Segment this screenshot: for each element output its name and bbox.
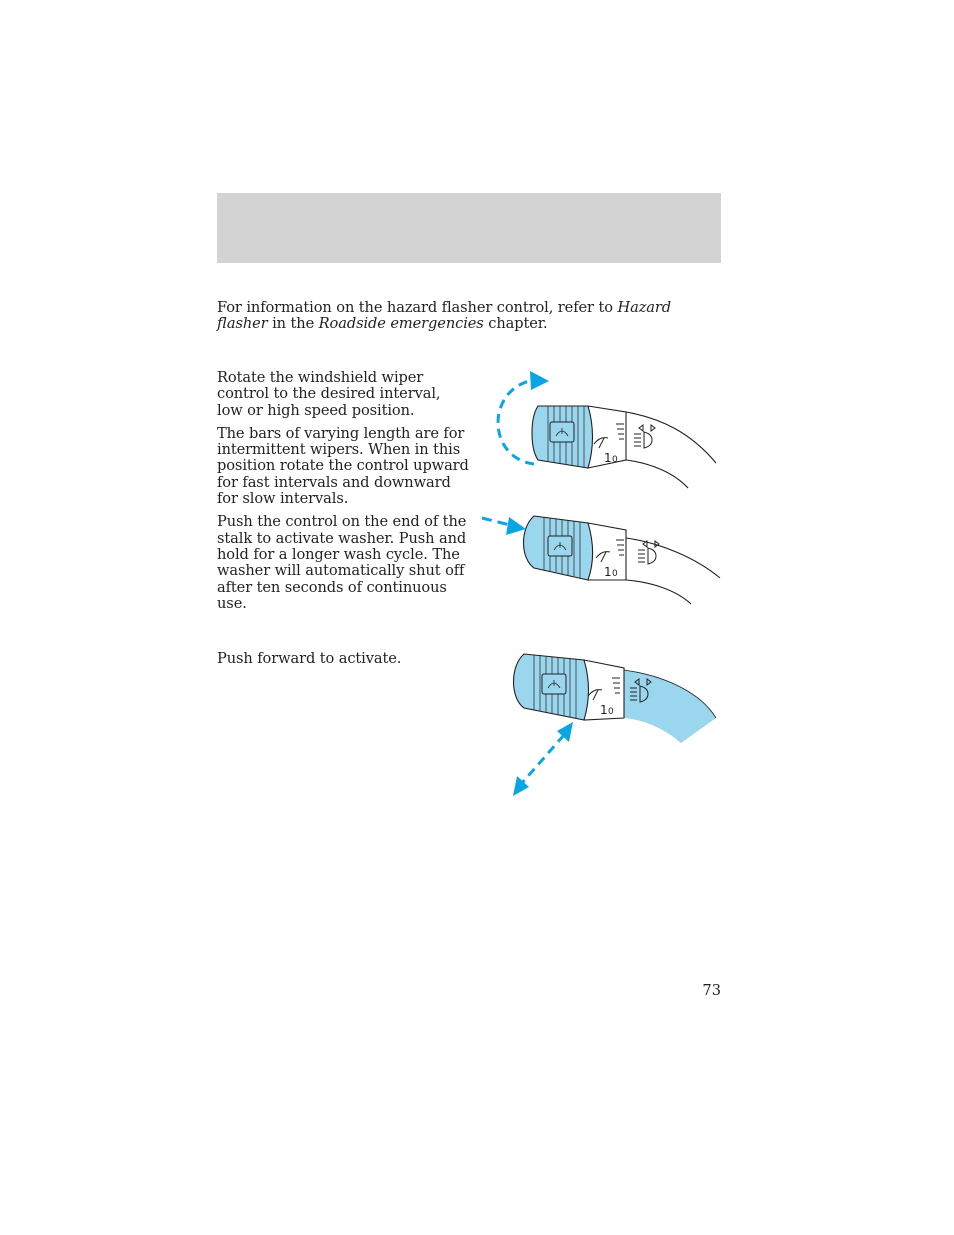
- back-arrowhead: [513, 776, 529, 796]
- turn-signal-arrows-icon: [643, 541, 659, 547]
- stalk-arm-shaded: [624, 670, 716, 743]
- off-position-label: 0: [612, 569, 618, 579]
- washer-push-illustration: [476, 508, 726, 638]
- push-arrowhead: [506, 517, 526, 535]
- turn-signal-arrows-icon: [639, 425, 655, 431]
- page-number: 73: [702, 982, 721, 999]
- off-position-label: 0: [608, 707, 614, 717]
- stalk-arm-bottom-edge: [626, 460, 688, 488]
- low-speed-label: 1: [604, 451, 612, 465]
- section-header-band: [217, 193, 721, 263]
- stalk-arm-bottom-edge: [626, 580, 691, 604]
- wiper-interval-paragraph: The bars of varying length are for intermittent wipers. When in this position rotate the control upward for fast intervals and downward for slow intervals.: [217, 424, 469, 508]
- wiper-rotate-paragraph: Rotate the windshield wiper control to the desired interval, low or high speed position.: [217, 369, 441, 419]
- headlamp-symbol-icon: [638, 548, 656, 564]
- roadside-emergencies-link: Roadside emergencies: [318, 315, 484, 333]
- rotate-direction-arrow: [498, 380, 534, 464]
- forward-back-arrow-shaft: [522, 735, 564, 783]
- headlamp-symbol-icon: [634, 432, 652, 448]
- wiper-instructions: [217, 370, 469, 619]
- low-speed-label: 1: [600, 703, 608, 717]
- intro-text: For information on the hazard flasher control, refer to: [217, 299, 618, 316]
- rotate-arrowhead: [530, 371, 549, 390]
- low-speed-label: 1: [604, 565, 612, 579]
- hazard-flasher-reference: [217, 300, 721, 333]
- intro-text: chapter.: [483, 315, 548, 333]
- wiper-rotate-illustration: [476, 368, 726, 498]
- off-position-label: 0: [612, 455, 618, 465]
- washer-push-paragraph: Push the control on the end of the stalk to activate washer. Push and hold for a longer wash cycle. The washer will automatically shut off after ten seconds of continuous use.: [217, 513, 467, 612]
- push-forward-illustration: [476, 648, 726, 808]
- push-forward-paragraph: Push forward to activate.: [217, 650, 402, 667]
- hazard-flasher-link: Hazard flasher: [217, 299, 672, 333]
- intro-text: in the: [267, 315, 319, 333]
